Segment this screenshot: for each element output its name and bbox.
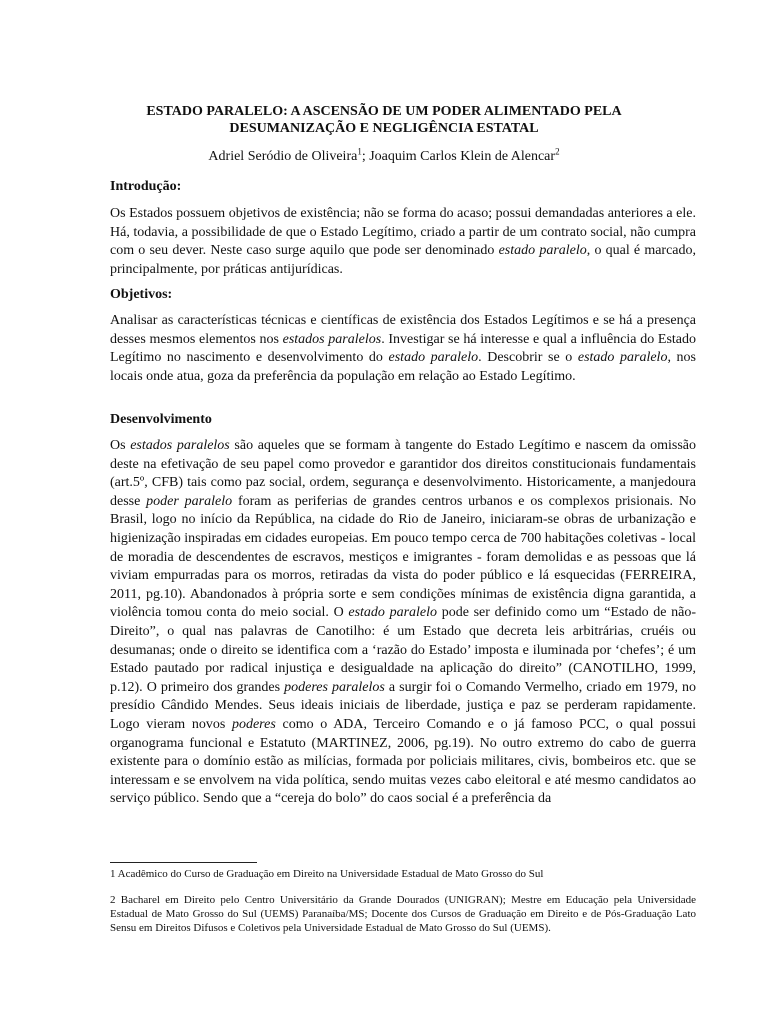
author-2-footnote-ref: 2 <box>555 146 560 157</box>
text-run: a surgir foi o Comando Vermelho, criado em 1979, no presídio Cândido Mendes. Seus ideais iniciais de liberdade, justiça e paz se perderam rapidamente. Logo vieram novos <box>110 679 697 732</box>
footnote-2: 2 Bacharel em Direito pelo Centro Universitário da Grande Dourados (UNIGRAN); Mestre em Educação pela Universidade Estadual de Mato Grosso do Sul (UEMS) Paranaíba/MS; Docente dos Cursos de Graduação em Direito e de Pós-Graduação Lato Sensu em Direitos Difusos e Coletivos pela Universidade Estadual de Mato Grosso do Sul (UEMS). <box>110 894 696 935</box>
author-1: Adriel Seródio de Oliveira <box>208 149 358 164</box>
title-line-1: ESTADO PARALELO: A ASCENSÃO DE UM PODER ALIMENTADO PELA <box>146 104 622 119</box>
footnote-1: 1 Acadêmico do Curso de Graduação em Direito na Universidade Estadual de Mato Grosso do Sul <box>110 868 544 880</box>
italic-term: estados paralelos <box>282 331 382 347</box>
text-run: , o qual é marcado, principalmente, por práticas antijurídicas. <box>110 243 697 277</box>
italic-term: poderes paralelos <box>284 679 385 695</box>
text-run: como o ADA, Terceiro Comando e o já famoso PCC, o qual possui organograma funcional e Estatuto (MARTINEZ, 2006, pg.19). No outro extremo do cabo de guerra existente para o domínio estão as milícias, formada por policiais militares, civis, bombeiros etc. que se interessam e se envolvem na vida política, sendo muitas vezes cabo eleitoral e até mesmo candidatos ao serviço público. Sendo que a “cereja do bolo” do caos social é a preferência da <box>110 716 696 807</box>
italic-term: poderes <box>231 716 276 732</box>
author-2: Joaquim Carlos Klein de Alencar <box>369 149 556 164</box>
text-run: são aqueles que se formam à tangente do Estado Legítimo e nascem da omissão deste na efetivação de seu papel como provedor e garantidor dos direitos constitucionais fundamentais (art.5º, CFB) tais como paz social, ordem, segurança e desenvolvimento. Historicamente, a manjedoura desse <box>110 438 697 509</box>
text-run: . Investigar se há interesse e qual a influência do Estado Legítimo no nascimento e desenvolvimento do <box>110 331 696 366</box>
text-run: pode ser definido como um “Estado de não-Direito”, o qual nas palavras de Canotilho: é um Estado que decreta leis arbitrárias, cruéis ou desumanas; onde o direito se identifica com a ‘razão do Estado’ imposta e iluminada por ‘chefes’; é um Estado pautado por radical injustiça e desigualdade na aplicação do direito” (CANOTILHO, 1999, p.12). O primeiro dos grandes <box>110 605 697 695</box>
italic-term: estado paralelo <box>577 350 668 366</box>
footnote-separator <box>110 862 257 863</box>
heading-introducao: Introdução: <box>110 179 182 194</box>
text-run: Os Estados possuem objetivos de existência; não se forma do acaso; possui demandadas anteriores a ele. Há, todavia, a possibilidade de que o Estado Legítimo, criado a partir de um contrato social, não cumpra com o seu dever. Neste caso surge aquilo que pode ser denominado <box>110 206 696 259</box>
author-1-footnote-ref: 1 <box>357 146 362 157</box>
italic-term: estado paralelo <box>388 350 479 366</box>
italic-term: poder paralelo <box>146 493 233 509</box>
author-line <box>110 148 658 165</box>
heading-desenvolvimento: Desenvolvimento <box>110 412 212 427</box>
paragraph-introducao <box>110 205 696 279</box>
text-run: Os <box>110 438 131 453</box>
heading-objetivos: Objetivos: <box>110 287 173 302</box>
italic-term: estado paralelo <box>348 605 438 621</box>
text-run: Analisar as características técnicas e científicas de existência dos Estados Legítimos e se há a presença desses mesmos elementos nos <box>110 313 696 347</box>
paragraph-objetivos <box>110 312 696 386</box>
title-line-2: DESUMANIZAÇÃO E NEGLIGÊNCIA ESTATAL <box>229 121 539 136</box>
author-separator: ; <box>361 149 370 164</box>
paragraph-desenvolvimento <box>110 437 696 809</box>
text-run: . Descobrir se o <box>478 350 578 366</box>
text-run: foram as periferias de grandes centros urbanos e os complexos prisionais. No Brasil, logo no início da República, na cidade do Rio de Janeiro, iniciaram-se obras de urbanização e higienização inspiradas em cidades europeias. Em pouco tempo cerca de 700 habitações coletivas - local de moradia de descendentes de escravos, mestiços e imigrantes - foram demolidas e as pessoas que lá viviam empurradas para os morros, retiradas da vista do poder público e lá esquecidas (FERREIRA, 2011, pg.10). Abandonados à própria sorte e sem condições mínimas de existência digna garantida, a violência tomou conta do meio social. O <box>110 493 697 621</box>
paper-title <box>110 103 658 137</box>
text-run: , nos locais onde atua, goza da preferência da população em relação ao Estado Legítimo. <box>110 350 696 384</box>
italic-term: estado paralelo <box>498 243 587 259</box>
italic-term: estados paralelos <box>130 438 230 453</box>
